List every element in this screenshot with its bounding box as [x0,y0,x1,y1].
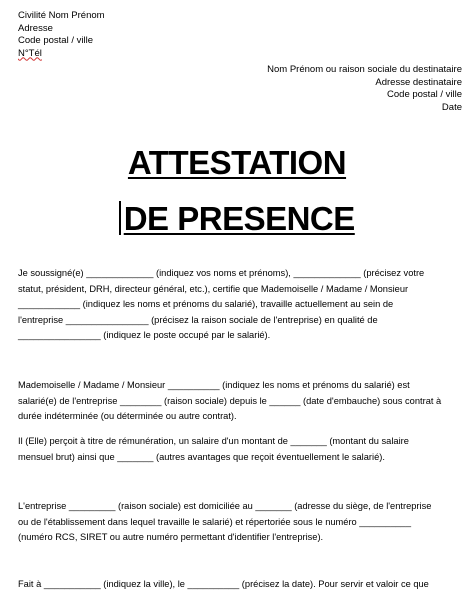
title-text-2: DE PRESENCE [123,200,355,237]
document-title-line1 [0,144,474,182]
recipient-address-block [267,64,462,114]
paragraph-line: mensuel brut) ainsi que _______ (autres avantages que reçoit éventuellement le salarié). [18,451,385,462]
recipient-name: Nom Prénom ou raison sociale du destinataire [267,64,462,75]
sender-phone: N°Tél [18,47,42,59]
sender-name: Civilité Nom Prénom [18,10,105,21]
paragraph-employment [18,378,462,425]
text-cursor [119,201,121,235]
paragraph-company [18,499,462,546]
paragraph-line: ou de l'établissement dans lequel travaille le salarié) et répertoriée sous le numéro __________ [18,516,412,527]
document-title-line2 [0,200,474,238]
paragraph-salary [18,434,462,465]
sender-address-block [18,10,105,60]
paragraph-line: durée indéterminée (ou déterminée ou autre contrat). [18,411,237,421]
recipient-address: Adresse destinataire [375,76,462,88]
sender-address: Adresse [18,22,53,34]
title-text-1: ATTESTATION [127,144,347,181]
paragraph-line: L'entreprise _________ (raison sociale) est domiciliée au _______ (adresse du siège, de l'entreprise [18,501,432,511]
paragraph-line: salarié(e) de l'entreprise ________ (raison sociale) depuis le ______ (date d'embauche) sous contrat à [18,395,442,406]
paragraph-line: (numéro RCS, SIRET ou autre numéro permettant d'identifier l'entreprise). [18,532,324,542]
paragraph-line: statut, président, DRH, directeur général, etc.), certifie que Mademoiselle / Madame / Monsieur [18,283,409,294]
paragraph-declaration [18,266,462,344]
paragraph-line: Il (Elle) perçoit à titre de rémunération, un salaire d'un montant de _______ (montant du salaire [18,436,409,446]
sender-postal-city: Code postal / ville [18,35,93,46]
paragraph-line: Je soussigné(e) _____________ (indiquez vos noms et prénoms), _____________ (précisez votre [18,268,425,278]
paragraph-line: Fait à ___________ (indiquez la ville), le __________ (précisez la date). Pour servir et valoir ce que [18,579,429,589]
paragraph-line: Mademoiselle / Madame / Monsieur __________ (indiquez les noms et prénoms du salarié) est [18,380,410,390]
recipient-postal-city: Code postal / ville [387,89,462,100]
paragraph-line: l'entreprise ________________ (précisez la raison sociale de l'entreprise) en qualité de [18,314,378,325]
paragraph-line: ____________ (indiquez les noms et prénoms du salarié), travaille actuellement au sein de [18,299,394,309]
paragraph-signature-place [18,577,462,593]
letter-date: Date [441,101,462,113]
paragraph-line: ________________ (indiquez le poste occupé par le salarié). [18,330,271,340]
